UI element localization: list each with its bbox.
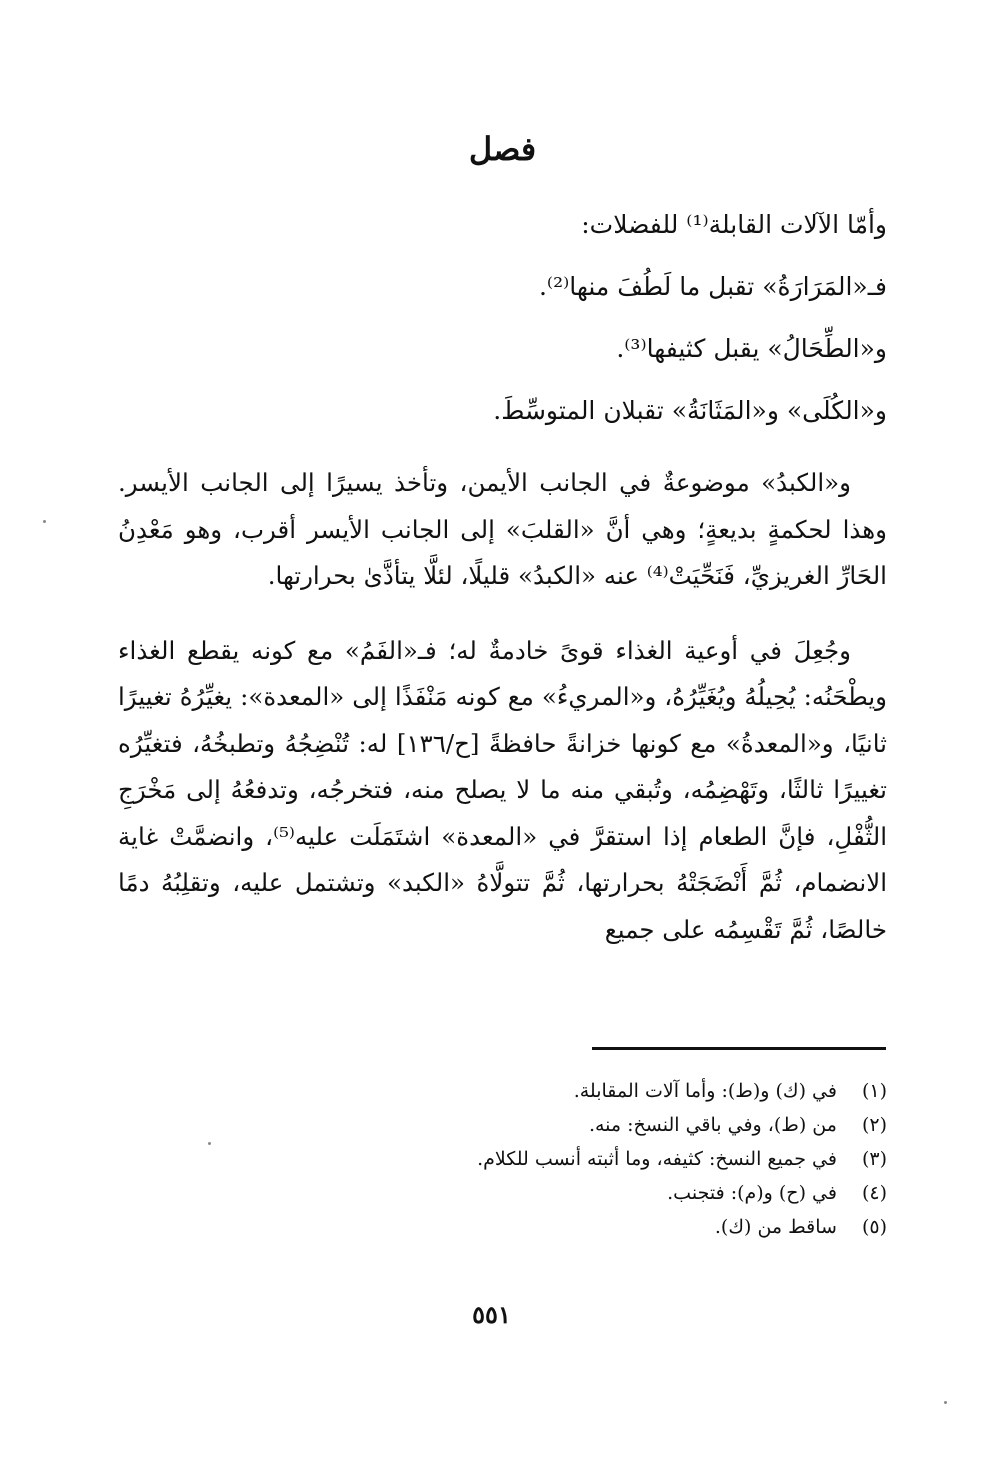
footnote-item xyxy=(120,1176,887,1210)
footnote-number: (٥) xyxy=(861,1216,887,1238)
intro-line: و«الكُلَى» و«المَثَانَةُ» تقبلان المتوسِّطَ. xyxy=(493,396,887,425)
footnote-text: في جميع النسخ: كثيفه، وما أثبته أنسب للكلام. xyxy=(477,1148,837,1170)
footnote-divider xyxy=(592,1047,886,1050)
page-number: ٥٥١ xyxy=(472,1300,511,1329)
footnote-number: (٤) xyxy=(861,1182,887,1204)
footnote-number: (٣) xyxy=(861,1148,887,1170)
scan-speck xyxy=(43,520,46,523)
footnote-text: في (ك) و(ط): وأما آلات المقابلة. xyxy=(573,1080,837,1102)
intro-line: وأمّا الآلات القابلة⁽¹⁾ للفضلات: xyxy=(581,210,887,239)
footnote-item xyxy=(120,1108,887,1142)
scan-speck xyxy=(944,1401,947,1404)
footnote-item xyxy=(120,1210,887,1244)
scan-speck xyxy=(208,1142,211,1145)
main-text xyxy=(118,122,887,953)
footnote-item xyxy=(120,1074,887,1108)
footnote-text: من (ط)، وفي باقي النسخ: منه. xyxy=(588,1114,837,1136)
footnote-text: ساقط من (ك). xyxy=(714,1216,837,1238)
section-heading: فصل xyxy=(468,130,537,168)
footnotes xyxy=(120,1074,887,1244)
paragraph: وجُعِلَ في أوعية الغذاء قوىً خادمةٌ له؛ فـ«الفَمُ» مع كونه يقطع الغذاء ويطْحَنُه: يُحِيلُهُ ويُغَيِّرُهُ، و«المريءُ» مع كونه مَنْفَذًا إلى «المعدة»: يغيِّرُهُ تغييرًا ثانيًا، و«المعدةُ» مع كونها خزانةً حافظةً [ح/١٣٦] له: تُنْضِجُهُ وتطبخُهُ، فتغيِّرُه تغييرًا ثالثًا، وتَهْضِمُه، وتُبقي منه ما لا يصلح منه، فتخرجُه، وتدفعُهُ إلى مَخْرَجِ الثُّفْلِ، فإنَّ الطعام إذا استقرَّ في «المعدة» اشتَمَلَت عليه⁽⁵⁾، وانضمَّتْ غاية الانضمام، ثُمَّ أَنْضَجَتْهُ بحرارتها، ثُمَّ تتولَّاهُ «الكبد» وتشتمل عليه، وتقلِبُهُ دمًا خالصًا، ثُمَّ تَقْسِمُه على جميع xyxy=(118,635,887,944)
footnote-number: (١) xyxy=(861,1080,887,1102)
intro-line: فـ«المَرَارَةُ» تقبل ما لَطُفَ منها⁽²⁾. xyxy=(538,272,887,301)
paragraph: و«الكبدُ» موضوعةٌ في الجانب الأيمن، وتأخذ يسيرًا إلى الجانب الأيسر. وهذا لحكمةٍ بديعةٍ؛ وهي أنَّ «القلبَ» إلى الجانب الأيسر أقرب، وهو مَعْدِنُ الحَارِّ الغريزيِّ، فَنَحِّيَتْ⁽⁴⁾ عنه «الكبدُ» قليلًا، لئلَّا يتأذَّىٰ بحرارتها. xyxy=(118,468,887,590)
footnote-item xyxy=(120,1142,887,1176)
footnote-text: في (ح) و(م): فتجنب. xyxy=(667,1182,837,1204)
intro-line: و«الطِّحَالُ» يقبل كثيفها⁽³⁾. xyxy=(616,334,887,363)
footnote-number: (٢) xyxy=(861,1114,887,1136)
